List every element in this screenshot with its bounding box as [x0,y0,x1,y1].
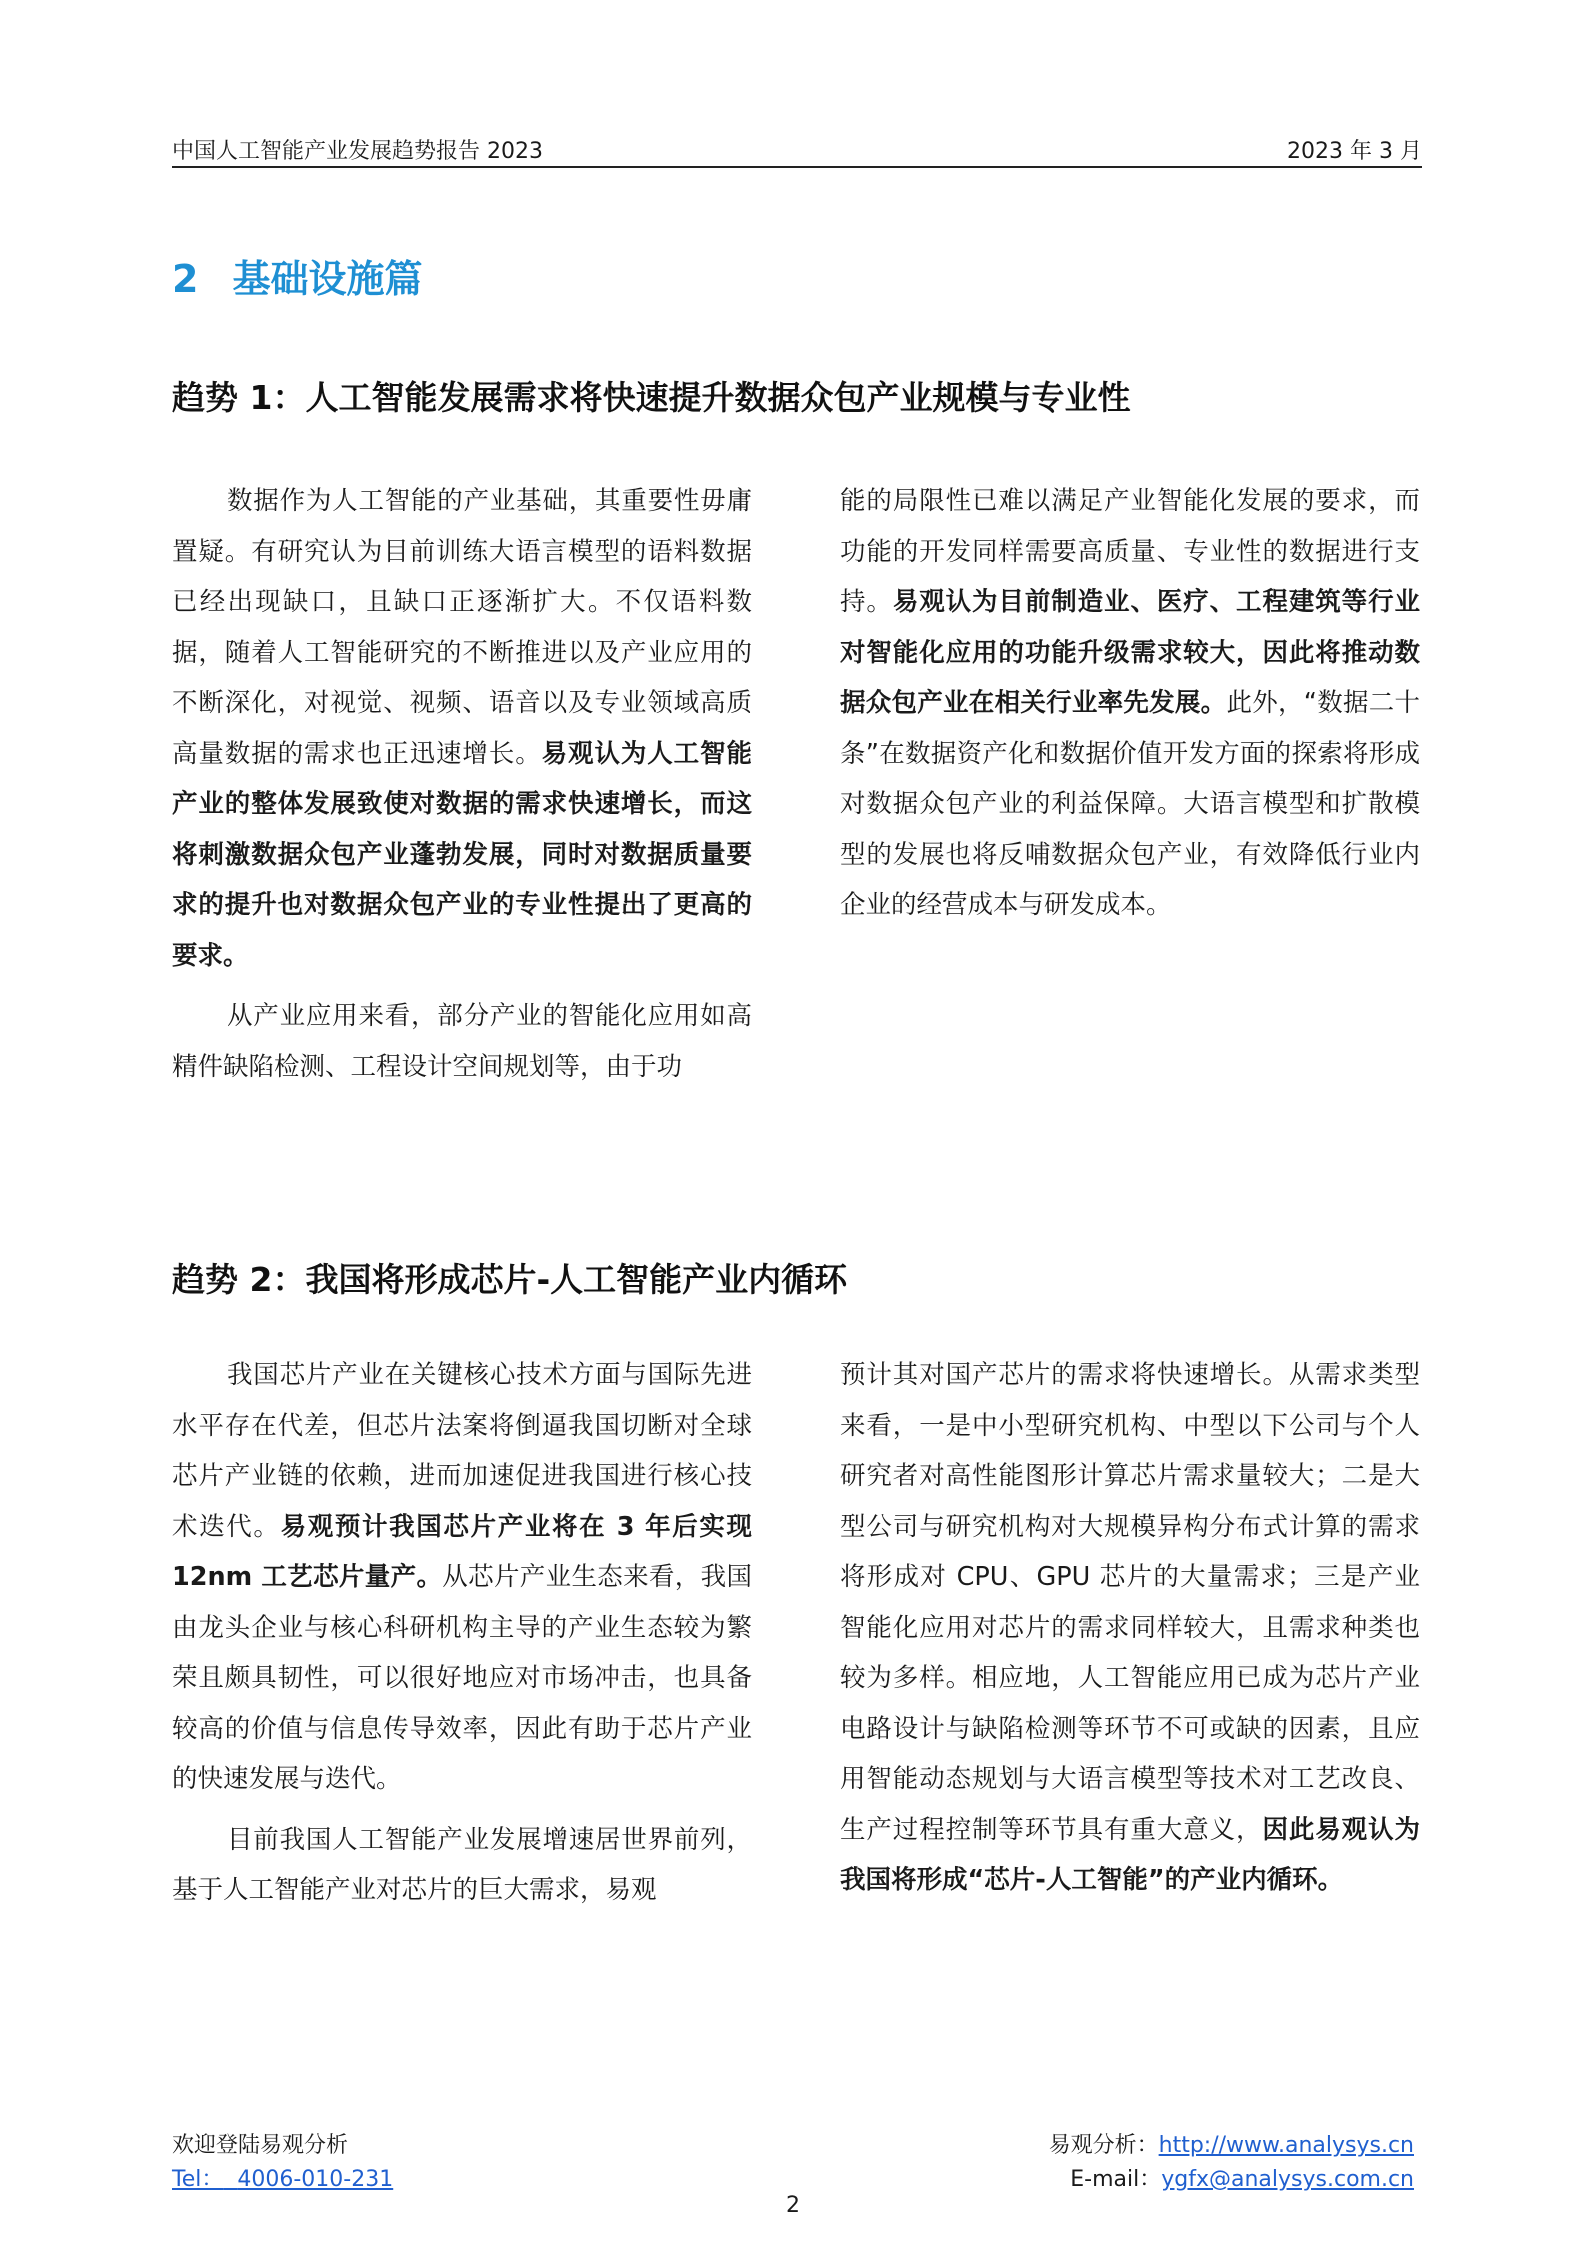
page-number: 2 [786,2193,800,2218]
trend1-heading: 趋势 1：人工智能发展需求将快速提升数据众包产业规模与专业性 [172,378,1131,417]
footer-website: 易观分析：http://www.analysys.cn [1048,2133,1414,2158]
trend1-right-paragraph: 能的局限性已难以满足产业智能化发展的要求，而功能的开发同样需要高质量、专业性的数据进行支持。易观认为目前制造业、医疗、工程建筑等行业对智能化应用的功能升级需求较大，因此将推动数据众包产业在相关行业率先发展。此外，“数据二十条”在数据资产化和数据价值开发方面的探索将形成对数据众包产业的利益保障。大语言模型和扩散模型的发展也将反哺数据众包产业，有效降低行业内企业的经营成本与研发成本。 [840,486,1420,920]
email-link[interactable]: ygfx@analysys.com.cn [1161,2167,1414,2192]
trend2-right-column [840,1350,1420,1906]
website-link[interactable]: http://www.analysys.cn [1158,2133,1414,2158]
footer-email: E-mail：ygfx@analysys.com.cn [1070,2167,1414,2192]
trend2-right-emphasis: 因此易观认为我国将形成“芯片-人工智能”的产业内循环。 [840,1814,1420,1895]
section-name: 基础设施篇 [232,257,423,301]
trend2-left-column [172,1350,752,1916]
trend1-left-paragraph-2: 从产业应用来看，部分产业的智能化应用如高精件缺陷检测、工程设计空间规划等，由于功 [172,1001,752,1082]
trend1-left-column [172,476,752,1092]
report-date: 2023 年 3 月 [1287,139,1422,164]
trend2-left-emphasis: 易观预计我国芯片产业将在 3 年后实现 12nm 工艺芯片量产。 [172,1511,752,1592]
trend1-right-emphasis: 易观认为目前制造业、医疗、工程建筑等行业对智能化应用的功能升级需求较大，因此将推动数据众包产业在相关行业率先发展。 [840,587,1420,718]
footer-phone-link[interactable]: Tel： 4006-010-231 [172,2167,394,2192]
trend1-right-column [840,476,1420,931]
trend2-right-paragraph: 预计其对国产芯片的需求将快速增长。从需求类型来看，一是中小型研究机构、中型以下公司与个人研究者对高性能图形计算芯片需求量较大；二是大型公司与研究机构对大规模异构分布式计算的需求将形成对 CPU、GPU 芯片的大量需求；三是产业智能化应用对芯片的需求同样较大，且需求种类也较为多样。相应地，人工智能应用已成为芯片产业电路设计与缺陷检测等环节不可或缺的因素，且应用智能动态规划与大语言模型等技术对工艺改良、生产过程控制等环节具有重大意义，因此易观认为我国将形成“芯片-人工智能”的产业内循环。 [840,1360,1420,1895]
section-title [172,248,422,303]
trend1-left-emphasis: 易观认为人工智能产业的整体发展致使对数据的需求快速增长，而这将刺激数据众包产业蓬勃发展，同时对数据质量要求的提升也对数据众包产业的专业性提出了更高的要求。 [172,738,752,971]
footer-welcome: 欢迎登陆易观分析 [172,2133,349,2158]
trend1-left-paragraph-1: 数据作为人工智能的产业基础，其重要性毋庸置疑。有研究认为目前训练大语言模型的语料数据已经出现缺口，且缺口正逐渐扩大。不仅语料数据，随着人工智能研究的不断推进以及产业应用的不断深化，对视觉、视频、语音以及专业领域高质高量数据的需求也正迅速增长。易观认为人工智能产业的整体发展致使对数据的需求快速增长，而这将刺激数据众包产业蓬勃发展，同时对数据质量要求的提升也对数据众包产业的专业性提出了更高的要求。 [172,486,752,971]
section-number: 2 [172,257,199,301]
report-title: 中国人工智能产业发展趋势报告 2023 [172,139,543,164]
trend2-heading: 趋势 2：我国将形成芯片-人工智能产业内循环 [172,1260,848,1299]
header-rule [172,166,1422,168]
trend2-left-paragraph-2: 目前我国人工智能产业发展增速居世界前列，基于人工智能产业对芯片的巨大需求，易观 [172,1824,752,1905]
trend2-left-paragraph-1: 我国芯片产业在关键核心技术方面与国际先进水平存在代差，但芯片法案将倒逼我国切断对全球芯片产业链的依赖，进而加速促进我国进行核心技术迭代。易观预计我国芯片产业将在 3 年后实现 12nm 工艺芯片量产。从芯片产业生态来看，我国由龙头企业与核心科研机构主导的产业生态较为繁荣且颇具韧性，可以很好地应对市场冲击，也具备较高的价值与信息传导效率，因此有助于芯片产业的快速发展与迭代。 [172,1360,752,1794]
